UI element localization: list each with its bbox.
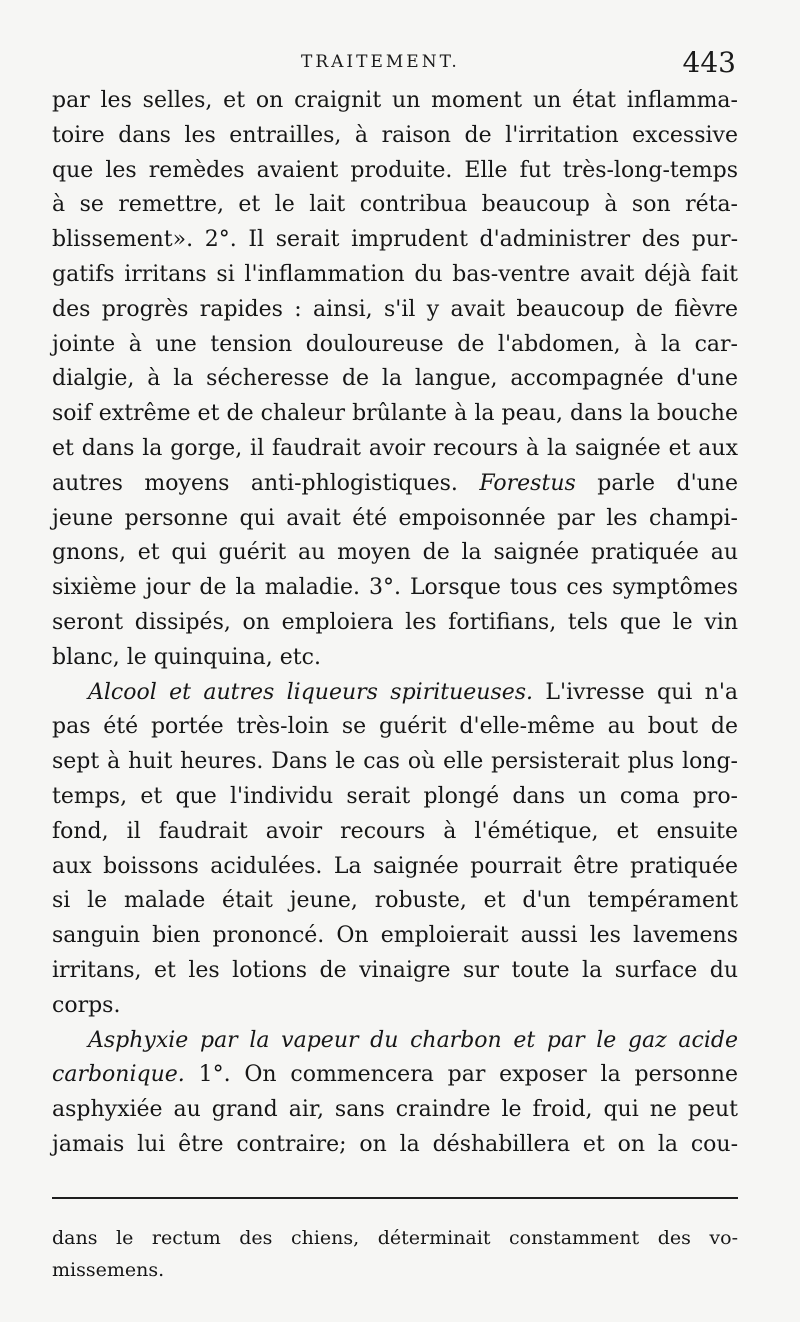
text-line: sixième jour de la maladie. 3°. Lorsque tous ces symptômes <box>52 575 738 601</box>
page-header <box>52 42 742 86</box>
footnote <box>52 1222 738 1286</box>
text-segment: 1°. On commencera par exposer la personne <box>198 1062 738 1088</box>
text-line: des progrès rapides : ainsi, s'il y avait beaucoup de fièvre <box>52 296 738 322</box>
text-segment: L'ivresse qui n'a <box>545 679 738 705</box>
section-heading-italic: carbonique. <box>52 1062 185 1088</box>
text-line: jeune personne qui avait été empoisonnée par les champi- <box>52 505 738 531</box>
text-line: gatifs irritans si l'inflammation du bas-ventre avait déjà fait <box>52 261 738 287</box>
text-line: sept à huit heures. Dans le cas où elle persisterait plus long- <box>52 749 738 775</box>
footnote-line: missemens. <box>52 1259 165 1281</box>
text-line-mixed <box>52 467 738 502</box>
text-line: irritans, et les lotions de vinaigre sur toute la surface du <box>52 957 738 983</box>
main-text <box>52 84 738 1163</box>
text-line: soif extrême et de chaleur brûlante à la peau, dans la bouche <box>52 401 738 427</box>
text-segment: parle d'une <box>597 470 738 496</box>
text-segment: autres moyens anti-phlogistiques. <box>52 470 458 496</box>
text-line: fond, il faudrait avoir recours à l'émétique, et ensuite <box>52 818 738 844</box>
text-line: seront dissipés, on emploiera les fortifians, tels que le vin <box>52 609 738 635</box>
text-line: jointe à une tension douloureuse de l'abdomen, à la car- <box>52 331 738 357</box>
text-line: à se remettre, et le lait contribua beaucoup à son réta- <box>52 192 738 218</box>
text-line: blissement». 2°. Il serait imprudent d'administrer des pur- <box>52 227 738 253</box>
text-line: par les selles, et on craignit un moment un état inflamma- <box>52 88 738 113</box>
text-line: corps. <box>52 992 121 1018</box>
text-line: et dans la gorge, il faudrait avoir recours à la saignée et aux <box>52 435 738 461</box>
text-line: pas été portée très-loin se guérit d'elle-même au bout de <box>52 714 738 740</box>
page-number: 443 <box>682 46 736 79</box>
section-heading-italic: Alcool et autres liqueurs spiritueuses. <box>88 679 534 705</box>
text-line: toire dans les entrailles, à raison de l'irritation excessive <box>52 122 738 148</box>
text-line: asphyxiée au grand air, sans craindre le froid, qui ne peut <box>52 1097 738 1123</box>
text-line: blanc, le quinquina, etc. <box>52 644 321 670</box>
section-heading-line <box>52 676 738 711</box>
text-line: aux boissons acidulées. La saignée pourrait être pratiquée <box>52 853 738 879</box>
text-line: que les remèdes avaient produite. Elle fut très-long-temps <box>52 157 738 183</box>
section-heading-italic: Asphyxie par la vapeur du charbon et par le gaz acide <box>88 1027 738 1053</box>
text-line: gnons, et qui guérit au moyen de la saignée pratiquée au <box>52 540 738 566</box>
text-line: dialgie, à la sécheresse de la langue, accompagnée d'une <box>52 366 738 392</box>
footnote-rule <box>52 1197 738 1199</box>
text-line: temps, et que l'individu serait plongé dans un coma pro- <box>52 783 738 809</box>
author-name-italic: Forestus <box>479 470 576 496</box>
text-line: sanguin bien prononcé. On emploierait aussi les lavemens <box>52 923 738 949</box>
running-title: TRAITEMENT. <box>301 52 460 72</box>
text-line: si le malade était jeune, robuste, et d'un tempérament <box>52 888 738 914</box>
footnote-line: dans le rectum des chiens, déterminait constamment des vo- <box>52 1227 738 1249</box>
section-heading-line <box>52 1058 738 1093</box>
text-line: jamais lui être contraire; on la déshabillera et on la cou- <box>52 1131 738 1157</box>
